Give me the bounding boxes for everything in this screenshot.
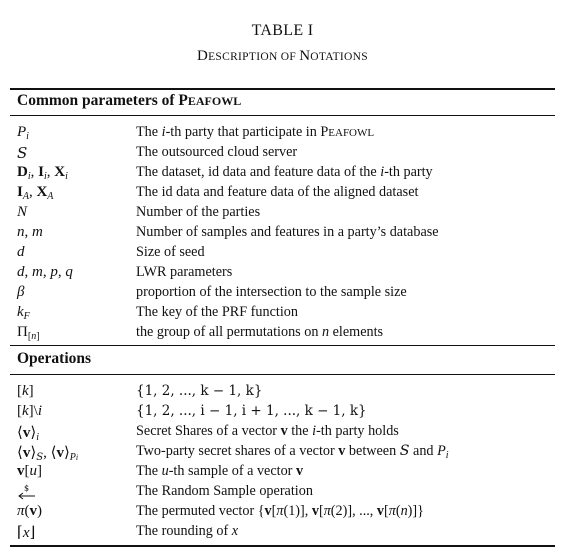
table-row: [0, 284, 565, 304]
table-row: [0, 164, 565, 184]
description-cell: The u-th sample of a vector v: [136, 463, 304, 479]
symbol-cell: d: [17, 244, 25, 260]
section-heading-common: Common parameters of PEAFOWL: [17, 92, 242, 109]
description-cell: Size of seed: [136, 244, 205, 260]
description-cell: {1, 2, ..., k − 1, k}: [136, 383, 263, 399]
table-row: [0, 184, 565, 204]
symbol-cell: v[u]: [17, 463, 42, 479]
section-heading-operations: Operations: [17, 350, 92, 367]
section-rule-operations-top: [10, 345, 555, 346]
table-row: [0, 324, 565, 344]
description-cell: The i-th party that participate in PEAFOWL: [136, 124, 375, 140]
table-row: [0, 503, 565, 523]
symbol-cell: $\Pi_{[n]}$: [17, 324, 40, 342]
description-cell: The permuted vector {v[π(1)], v[π(2)], ..., v[π(n)]}: [136, 503, 424, 519]
bottom-rule: [10, 545, 555, 547]
symbol-cell: N: [17, 204, 28, 220]
symbol-cell: d, m, p, q: [17, 264, 73, 280]
table-row: [0, 423, 565, 443]
symbol-cell: [k]: [17, 383, 34, 399]
table-title: DESCRIPTION OF NOTATIONS: [197, 48, 368, 64]
svg-text:$: $: [24, 484, 30, 493]
table-row: [0, 224, 565, 244]
description-cell: LWR parameters: [136, 264, 233, 280]
description-cell: Number of the parties: [136, 204, 261, 220]
symbol-cell: n, m: [17, 224, 43, 240]
description-cell: The key of the PRF function: [136, 304, 298, 320]
table-row: [0, 204, 565, 224]
description-cell: Number of samples and features in a party’s database: [136, 224, 439, 240]
description-cell: The rounding of x: [136, 523, 239, 539]
table-row: [0, 244, 565, 264]
symbol-cell: π(v): [17, 503, 43, 519]
symbol-cell: $P_i$: [17, 124, 29, 142]
description-cell: Two-party secret shares of a vector v between S and $P_i$: [136, 443, 449, 461]
table-row: [0, 124, 565, 144]
description-cell: the group of all permutations on n elements: [136, 324, 384, 340]
description-cell: The dataset, id data and feature data of the i-th party: [136, 164, 433, 180]
description-cell: The outsourced cloud server: [136, 144, 298, 160]
symbol-cell: β: [17, 284, 25, 300]
symbol-cell: ⌈x⌋: [17, 525, 36, 541]
description-cell: The Random Sample operation: [136, 483, 313, 499]
section-rule-common: [10, 115, 555, 116]
table-row: [0, 144, 565, 164]
table-row: [0, 523, 565, 543]
symbol-cell: $D_i$, $I_i$, $X_i$: [17, 164, 68, 182]
top-rule: [10, 88, 555, 90]
table-label: TABLE I: [251, 22, 314, 39]
table-row: [0, 383, 565, 403]
table-row: [0, 483, 565, 503]
table-row: [0, 264, 565, 284]
symbol-cell: $k_F$: [17, 304, 30, 322]
symbol-cell: [k]\i: [17, 403, 43, 419]
description-cell: Secret Shares of a vector v the i-th party holds: [136, 423, 399, 439]
description-cell: The id data and feature data of the aligned dataset: [136, 184, 419, 200]
symbol-cell: S: [17, 144, 28, 162]
table-row: [0, 304, 565, 324]
description-cell: {1, 2, ..., i − 1, i + 1, ..., k − 1, k}: [136, 403, 367, 419]
description-cell: proportion of the intersection to the sample size: [136, 284, 407, 300]
symbol-cell: $I_A$, $X_A$: [17, 184, 54, 202]
symbol-cell: $⟨v⟩_S$, $⟨v⟩_{Pi}$: [17, 445, 79, 463]
table-row: [0, 443, 565, 463]
table-row: [0, 403, 565, 423]
section-rule-operations: [10, 374, 555, 375]
table-row: [0, 463, 565, 483]
symbol-cell: $⟨v⟩_i$: [17, 425, 39, 443]
